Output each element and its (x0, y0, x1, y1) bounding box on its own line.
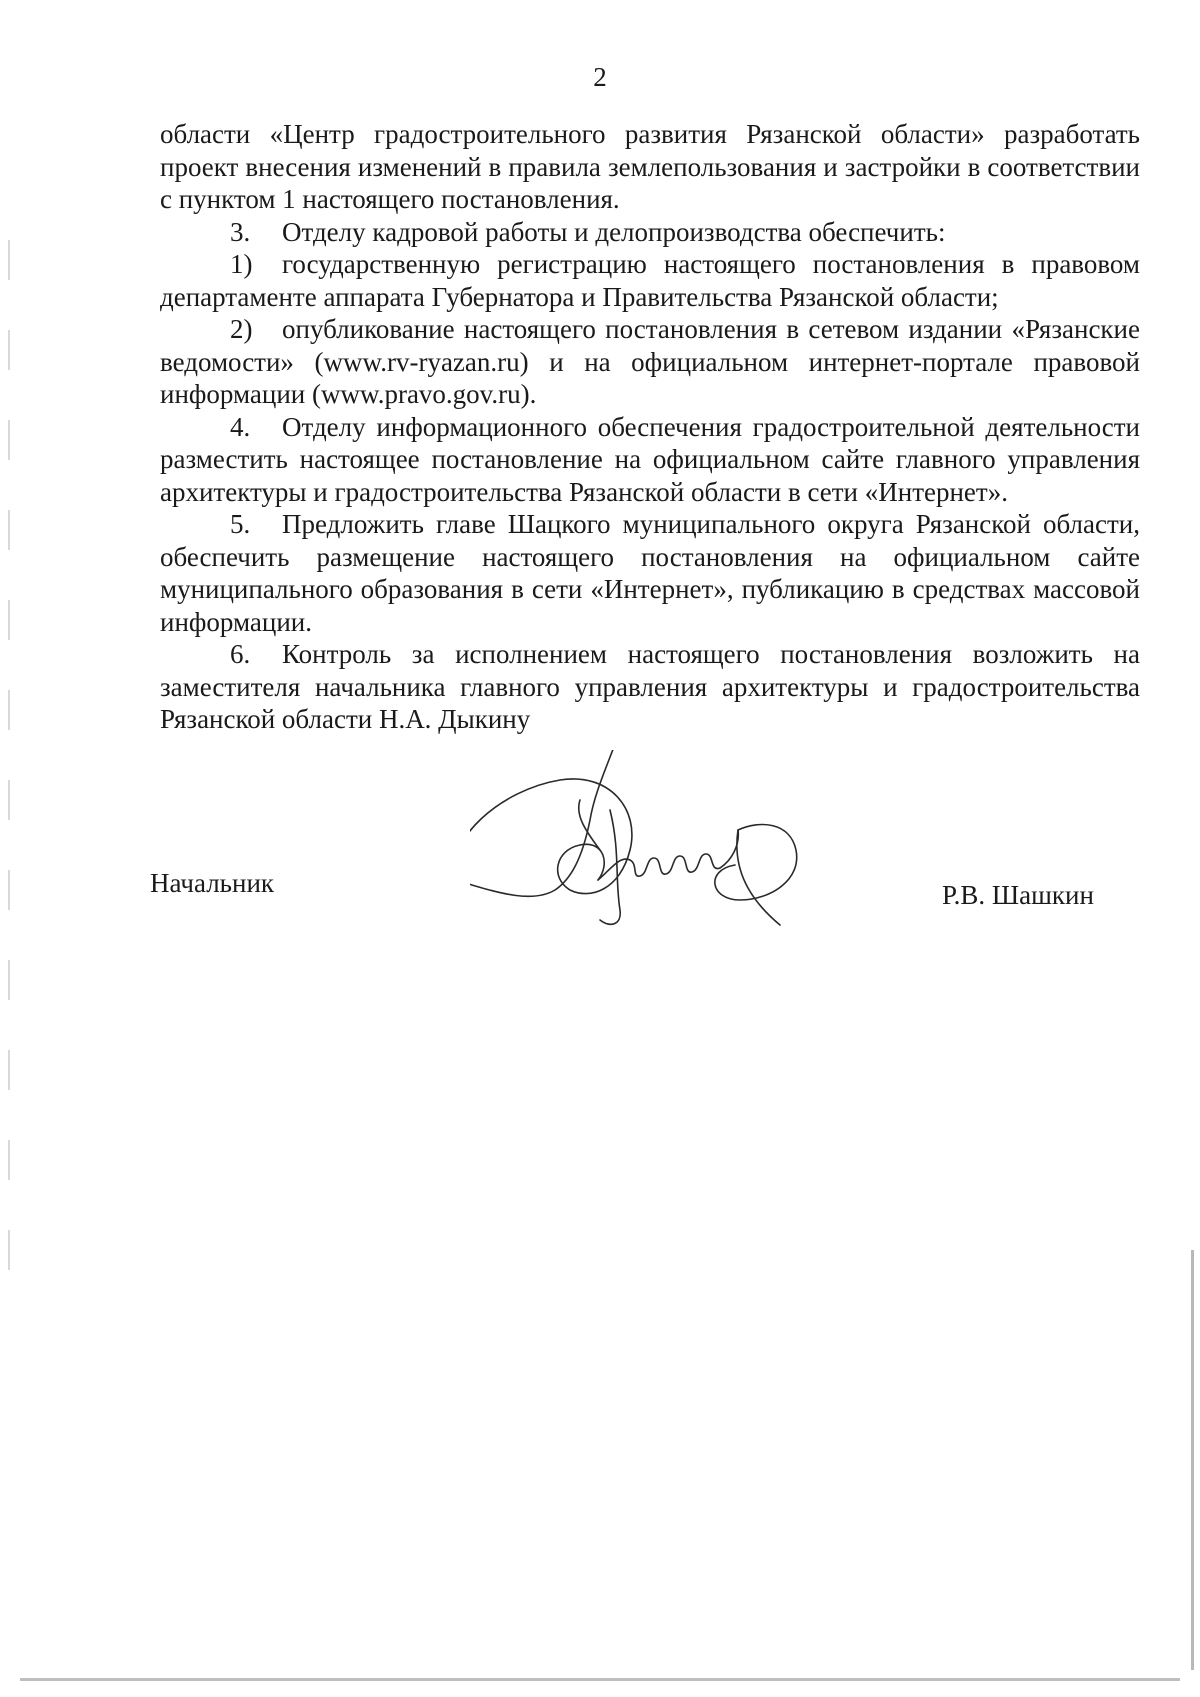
paragraph-item-5 (160, 508, 1140, 638)
signature-block (0, 780, 1200, 1000)
paragraph-item-4 (160, 411, 1140, 509)
paragraph-item-3 (160, 216, 1140, 249)
item-number: 5. (230, 509, 251, 539)
paragraph-text: опубликование настоящего постановления в сетевом издании «Рязанские ведомости» (www.rv-ryazan.ru) и на официальном интернет-портале правовой информации (www.pravo.gov.ru). (160, 314, 1140, 409)
scan-edge-left (8, 240, 10, 1280)
paragraph-item-3-1 (160, 248, 1140, 313)
signatory-name: Р.В. Шашкин (942, 880, 1094, 910)
paragraph-text: Отделу информационного обеспечения градостроительной деятельности разместить настоящее постановление на официальном сайте главного управления архитектуры и градостроительства Рязанской области в сети «Интернет». (160, 411, 1140, 507)
handwritten-signature (470, 750, 870, 1000)
paragraph-item-3-2 (160, 313, 1140, 411)
document-body (160, 118, 1140, 736)
paragraph-continuation: области «Центр градостроительного развития Рязанской области» разработать проект внесения изменений в правила землепользования и застройки в соответствии с пунктом 1 настоящего постановления. (160, 119, 1140, 214)
item-number: 2) (230, 314, 253, 344)
paragraph-text: Предложить главе Шацкого муниципального округа Рязанской области, обеспечить размещение настоящего постановления на официальном сайте муниципального образования в сети «Интернет», публикацию в средствах массовой информации. (160, 509, 1140, 637)
item-number: 1) (230, 249, 253, 279)
scan-edge-bottom (20, 1678, 1180, 1681)
paragraph-text: государственную регистрацию настоящего постановления в правовом департаменте аппарата Губернатора и Правительства Рязанской области; (160, 249, 1140, 312)
item-number: 6. (230, 639, 251, 669)
paragraph-item-6 (160, 638, 1140, 736)
item-number: 3. (230, 216, 251, 247)
paragraph-text: Контроль за исполнением настоящего постановления возложить на заместителя начальника главного управления архитектуры и градостроительства Рязанской области Н.А. Дыкину (160, 639, 1140, 734)
signatory-position: Начальник (150, 868, 275, 898)
paragraph-text: Отделу кадровой работы и делопроизводства обеспечить: (282, 216, 946, 247)
scan-edge-right (1191, 1250, 1194, 1670)
item-number: 4. (230, 411, 251, 442)
page-number: 2 (593, 62, 607, 92)
